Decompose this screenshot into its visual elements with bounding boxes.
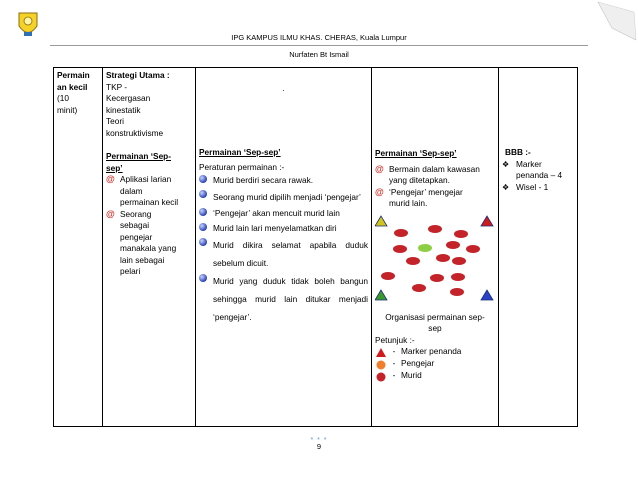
- materials-line: Marker: [516, 158, 542, 169]
- student-dot-icon: [466, 245, 480, 253]
- student-dot-icon: [394, 229, 408, 237]
- rules-cell: [196, 68, 372, 427]
- triangle-icon: [375, 347, 387, 358]
- student-dot-icon: [406, 257, 420, 265]
- materials-item: [502, 159, 574, 182]
- rule-item: [199, 173, 368, 188]
- stage-line: (10: [57, 93, 69, 103]
- orange-dot-icon: [375, 359, 387, 370]
- rules-game-title: Permainan ‘Sep-sep’: [199, 147, 281, 157]
- at-bullet-icon: @: [375, 163, 384, 174]
- rule-text: Murid lain lari menyelamatkan diri: [213, 223, 337, 233]
- list-item-line: Aplikasi larian: [120, 174, 172, 184]
- globe-bullet-icon: [199, 208, 207, 216]
- list-item-line: pelari: [120, 266, 141, 276]
- list-item-line: permainan kecil: [120, 197, 179, 207]
- legend-label: Murid: [401, 370, 422, 380]
- rule-item: [199, 188, 368, 206]
- marker-triangle-icon: [375, 290, 387, 300]
- strategy-title: Strategi Utama :: [106, 70, 170, 80]
- legend-label: Pengejar: [401, 358, 435, 368]
- list-item-line: manakala yang: [120, 243, 177, 253]
- header-author: Nurfaten Bt Ismail: [289, 50, 349, 59]
- legend-label: Marker penanda: [401, 346, 462, 356]
- rule-item: [199, 206, 368, 221]
- stage-cell: [54, 68, 103, 427]
- rule-text: ‘Pengejar’ akan mencuit murid lain: [213, 208, 340, 218]
- strategy-line: Kecergasan: [106, 93, 151, 103]
- list-item: [106, 174, 192, 209]
- diagram-caption: sep: [428, 323, 442, 333]
- globe-bullet-icon: [199, 223, 207, 231]
- rule-text: Seorang murid dipilih menjadi ‘pengejar’: [213, 192, 361, 202]
- marker-triangle-icon: [375, 216, 387, 226]
- stage-line: Permain: [57, 70, 90, 80]
- strategy-line: konstruktivisme: [106, 127, 164, 138]
- stray-dot: .: [282, 83, 285, 93]
- list-item-line: pengejar: [120, 231, 153, 242]
- student-dot-icon: [450, 288, 464, 296]
- organization-cell: [372, 68, 499, 427]
- student-dot-icon: [381, 272, 395, 280]
- materials-line: penanda – 4: [516, 170, 563, 180]
- legend-item: - Murid: [375, 370, 495, 382]
- diamond-bullet-icon: ❖: [502, 159, 510, 169]
- org-item-line: yang ditetapkan.: [389, 175, 450, 185]
- materials-line: Wisel - 1: [516, 181, 549, 192]
- globe-bullet-icon: [199, 274, 207, 282]
- student-dot-icon: [412, 284, 426, 292]
- header-divider: [50, 45, 588, 46]
- rule-text: Murid yang duduk tidak boleh bangun sehingga murid lain ditukar menjadi ‘pengejar’.: [213, 276, 368, 322]
- footer-stars: * * *: [310, 437, 328, 444]
- student-dot-icon: [436, 254, 450, 262]
- legend-title: Petunjuk :-: [375, 334, 415, 345]
- marker-triangle-icon: [481, 290, 493, 300]
- rule-item: [199, 272, 368, 326]
- org-item-line: murid lain.: [389, 198, 428, 208]
- student-dot-icon: [454, 230, 468, 238]
- materials-title: BBB :-: [505, 147, 531, 157]
- strategy-cell: [103, 68, 196, 427]
- student-dot-icon: [446, 241, 460, 249]
- student-dot-icon: [451, 273, 465, 281]
- list-item-line: Seorang: [120, 208, 152, 219]
- list-item-line: dalam: [120, 185, 143, 196]
- student-dot-icon: [430, 274, 444, 282]
- diagram-caption: Organisasi permainan sep-: [385, 311, 485, 322]
- diamond-bullet-icon: ❖: [502, 182, 510, 192]
- student-dot-icon: [452, 257, 466, 265]
- field-diagram: [375, 214, 495, 312]
- org-game-title: Permainan ‘Sep-sep’: [375, 148, 457, 158]
- org-item-line: ‘Pengejar’ mengejar: [389, 186, 463, 197]
- rule-text: Murid dikira selamat apabila duduk sebelum dicuit.: [213, 240, 368, 268]
- lesson-table: [53, 67, 578, 427]
- at-bullet-icon: @: [375, 186, 384, 197]
- list-item-line: sebagai: [120, 220, 150, 230]
- legend-item: - Marker penanda: [375, 346, 495, 358]
- at-bullet-icon: @: [106, 174, 115, 184]
- list-item-line: lain sebagai: [120, 254, 165, 265]
- org-item: [375, 187, 495, 210]
- globe-bullet-icon: [199, 190, 207, 198]
- student-dot-icon: [428, 225, 442, 233]
- list-item: [106, 209, 192, 278]
- legend-item: - Pengejar: [375, 358, 495, 370]
- rule-item: [199, 221, 368, 236]
- strategy-line: Teori: [106, 116, 124, 126]
- strategy-line: kinestatik: [106, 104, 141, 115]
- strategy-line: TKP -: [106, 81, 128, 92]
- at-bullet-icon: @: [106, 208, 115, 219]
- game-title: Permainan ‘Sep-: [106, 151, 172, 161]
- globe-bullet-icon: [199, 175, 207, 183]
- stage-line: an kecil: [57, 81, 88, 92]
- materials-item: [502, 182, 574, 194]
- red-dot-icon: [375, 371, 387, 382]
- stage-line: minit): [57, 104, 78, 115]
- student-dot-icon: [393, 245, 407, 253]
- rule-item: [199, 236, 368, 272]
- game-title: sep’: [106, 162, 123, 173]
- page-footer: [0, 437, 638, 451]
- org-item-line: Bermain dalam kawasan: [389, 163, 480, 174]
- marker-triangle-icon: [481, 216, 493, 226]
- chaser-dot-icon: [418, 244, 432, 252]
- page-number: 9: [316, 442, 322, 451]
- rules-title: Peraturan permainan :-: [199, 161, 285, 172]
- globe-bullet-icon: [199, 238, 207, 246]
- materials-cell: [499, 68, 578, 427]
- rule-text: Murid berdiri secara rawak.: [213, 175, 314, 185]
- org-item: [375, 164, 495, 187]
- header-institution: IPG KAMPUS ILMU KHAS. CHERAS, Kuala Lumpur: [231, 33, 407, 42]
